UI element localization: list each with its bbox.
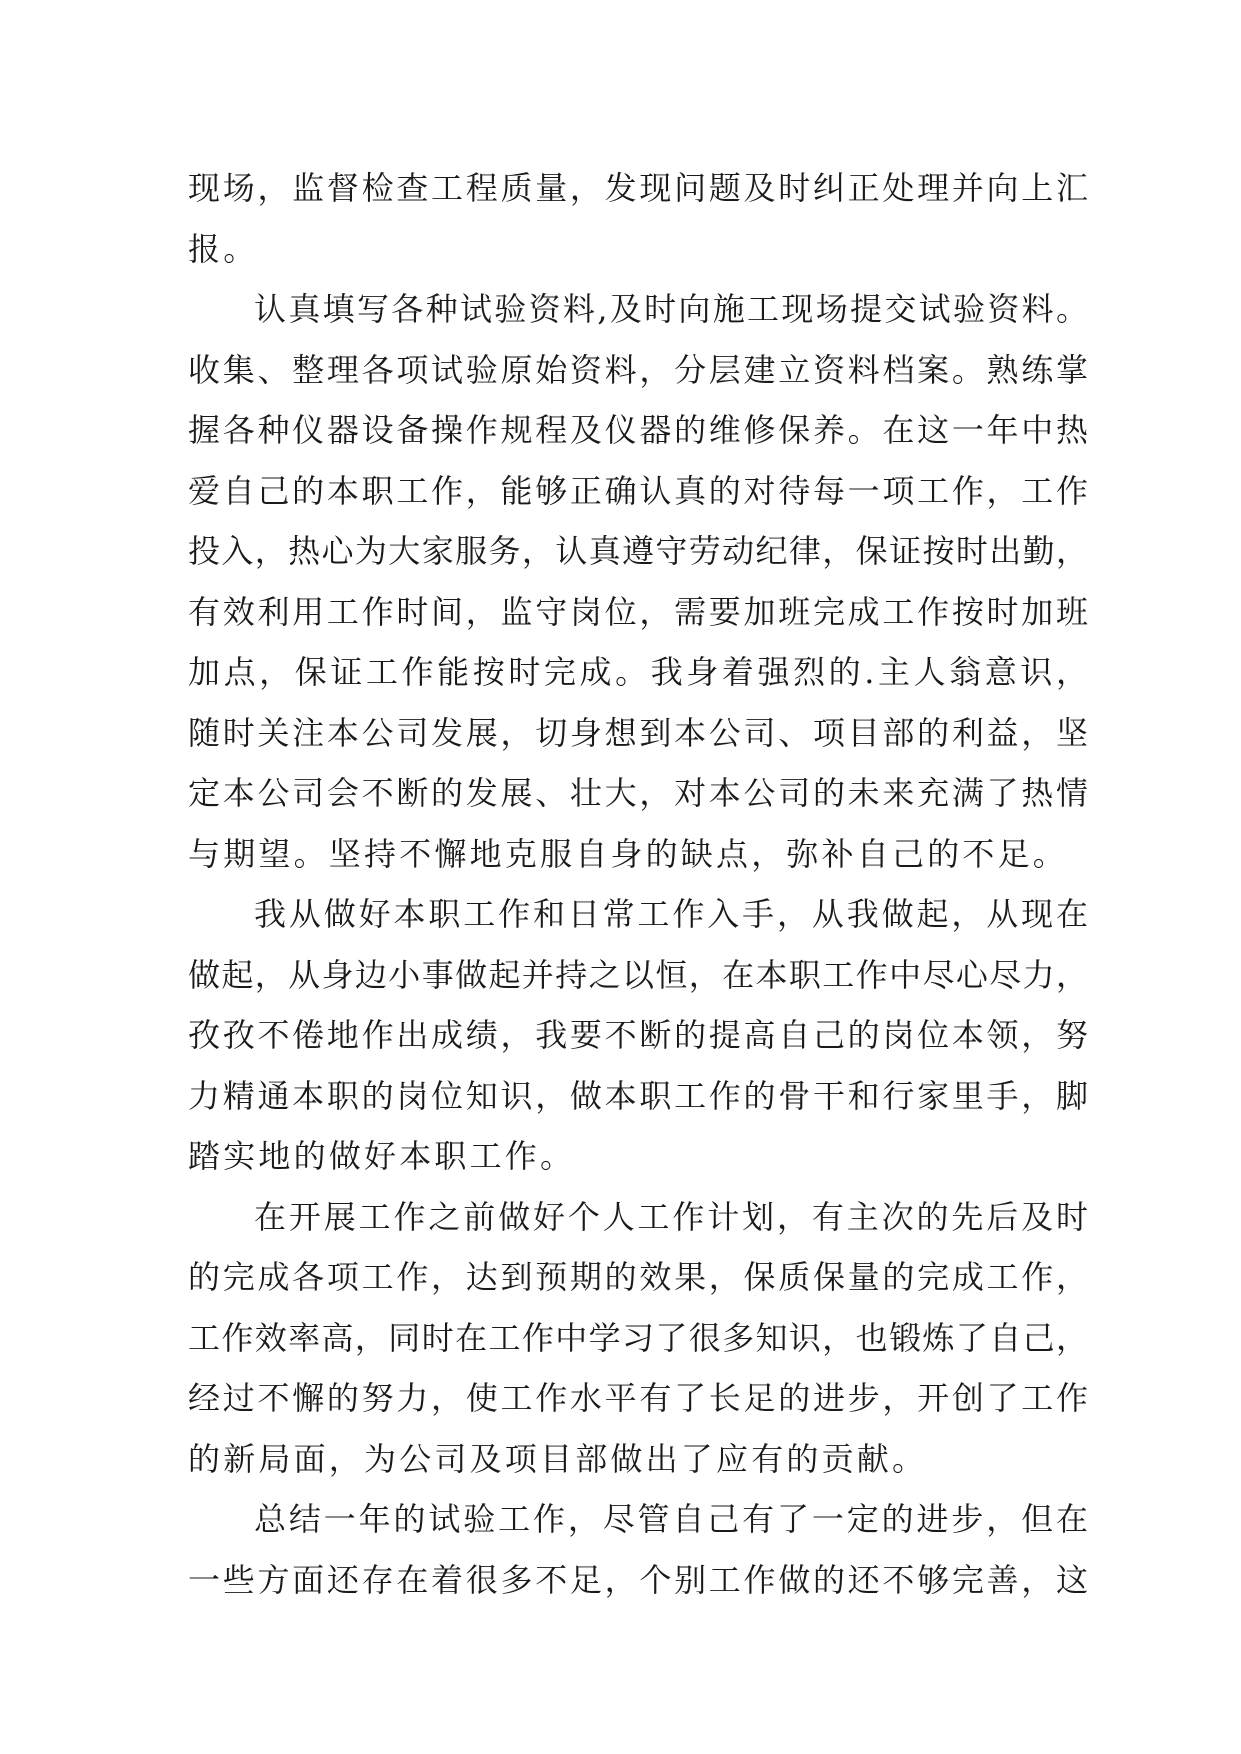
text-line: 一些方面还存在着很多不足，个别工作做的还不够完善，这 [188,1560,1088,1599]
text-line: 工作效率高，同时在工作中学习了很多知识，也锻炼了自己， [188,1318,1088,1357]
text-line: 加点，保证工作能按时完成。我身着强烈的.主人翁意识， [188,653,1088,691]
text-line: 爱自己的本职工作，能够正确认真的对待每一项工作，工作 [188,471,1088,510]
text-line: 我从做好本职工作和日常工作入手，从我做起，从现在 [254,895,1088,933]
text-line: 收集、整理各项试验原始资料，分层建立资料档案。熟练掌 [188,350,1088,389]
text-line: 定本公司会不断的发展、壮大，对本公司的未来充满了热情 [188,774,1088,812]
text-line: 现场，监督检查工程质量，发现问题及时纠正处理并向上汇 [188,169,1088,207]
text-line: 的新局面，为公司及项目部做出了应有的贡献。 [188,1439,928,1478]
text-line: 认真填写各种试验资料,及时向施工现场提交试验资料。 [254,290,1088,328]
text-line: 做起，从身边小事做起并持之以恒，在本职工作中尽心尽力， [188,955,1088,994]
text-line: 的完成各项工作，达到预期的效果，保质保量的完成工作， [188,1258,1088,1296]
text-line: 经过不懈的努力，使工作水平有了长足的进步，开创了工作 [188,1379,1088,1417]
text-line: 孜孜不倦地作出成绩，我要不断的提高自己的岗位本领，努 [188,1016,1088,1054]
text-line: 总结一年的试验工作，尽管自己有了一定的进步，但在 [254,1500,1088,1538]
text-line: 报。 [188,229,259,268]
text-line: 踏实地的做好本职工作。 [188,1137,576,1175]
text-line: 与期望。坚持不懈地克服自身的缺点，弥补自己的不足。 [188,834,1069,873]
text-line: 有效利用工作时间，监守岗位，需要加班完成工作按时加班 [188,592,1088,631]
text-line: 握各种仪器设备操作规程及仪器的维修保养。在这一年中热 [188,411,1088,449]
text-line: 投入，热心为大家服务，认真遵守劳动纪律，保证按时出勤， [188,532,1088,570]
text-line: 在开展工作之前做好个人工作计划，有主次的先后及时 [254,1197,1088,1236]
text-line: 随时关注本公司发展，切身想到本公司、项目部的利益，坚 [188,713,1088,752]
text-line: 力精通本职的岗位知识，做本职工作的骨干和行家里手，脚 [188,1076,1088,1115]
body-text [188,158,1088,1610]
